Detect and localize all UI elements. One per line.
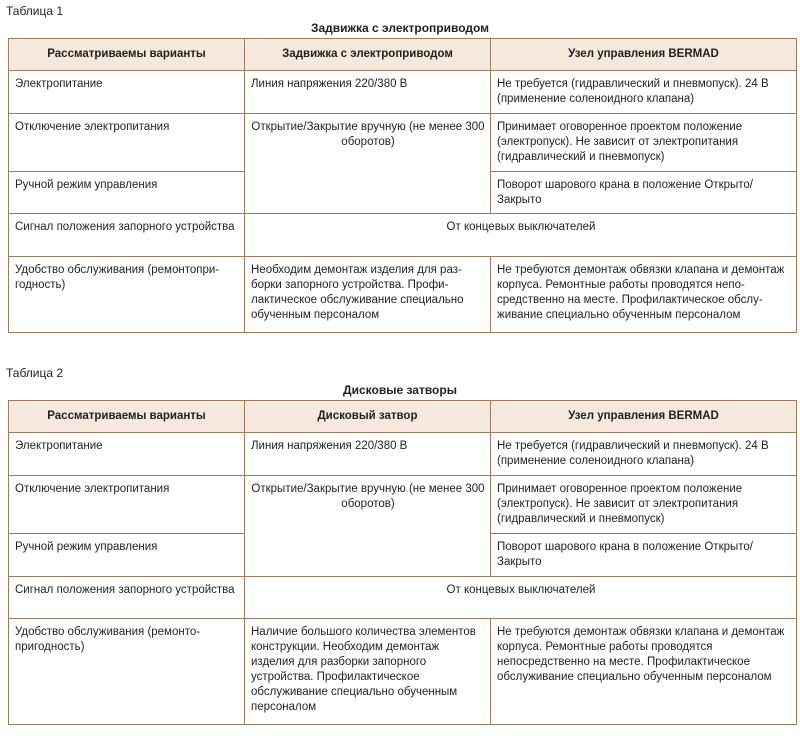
table1-r5-c1: Удобство обслуживания (ремонтопригодность) xyxy=(9,257,245,333)
table2-r1-c2: Линия напряжения 220/380 В xyxy=(245,433,491,476)
table-row xyxy=(9,257,797,333)
table2-r4-merged: От концевых выключателей xyxy=(245,577,797,619)
table2-r5-c2: Наличие большого количества элементов конструкции. Необходим демонтаж изделия для разборки запорного устройства. Профилактическое обслуживание специально обученным персоналом xyxy=(245,619,491,725)
table1-r1-c3: Не требуется (гидравлический и пневмопуск). 24 В (применение соленоидного клапана) xyxy=(491,71,797,114)
table1-r2-c2: Открытие/Закрытие вручную (не менее 300 оборотов) xyxy=(245,114,491,214)
table2-r1-c1: Электропитание xyxy=(9,433,245,476)
table1-r3-c3: Поворот шарового крана в положение Открыто/ Закрыто xyxy=(491,172,797,214)
table2-r5-c1: Удобство обслуживания (ремонтопригодность) xyxy=(9,619,245,725)
table2-header-valve: Дисковый затвор xyxy=(245,401,491,433)
table-row xyxy=(9,114,797,172)
table1-r2-c1: Отключение электропитания xyxy=(9,114,245,172)
table2-r1-c3: Не требуется (гидравлический и пневмопуск). 24 В (применение соленоидного клапана) xyxy=(491,433,797,476)
table1-r4-c1: Сигнал положения запорного устройства xyxy=(9,214,245,257)
table1 xyxy=(8,38,797,333)
table2-r4-c1: Сигнал положения запорного устройства xyxy=(9,577,245,619)
table2-header-variants: Рассматриваемы варианты xyxy=(9,401,245,433)
table1-caption: Таблица 1 xyxy=(6,4,64,18)
table2-r2-c2: Открытие/Закрытие вручную (не менее 300 оборотов) xyxy=(245,476,491,577)
table-row xyxy=(9,619,797,725)
table1-r4-merged: От концевых выключателей xyxy=(245,214,797,257)
table2-r3-c3: Поворот шарового крана в положение Открыто/ Закрыто xyxy=(491,534,797,577)
table-row xyxy=(9,214,797,257)
table2-r2-c3: Принимает оговоренное проектом положение (электропуск). Не зависит от электропитания (гидравлический и пневмопуск) xyxy=(491,476,797,534)
table1-header-row xyxy=(9,39,797,71)
table2-header-row xyxy=(9,401,797,433)
table1-header-bermad: Узел управления BERMAD xyxy=(491,39,797,71)
table-row xyxy=(9,577,797,619)
table2-r5-c3: Не требуются демонтаж обвязки клапана и демонтаж корпуса. Ремонтные работы проводятся непосредственно на месте. Профилактическое обслуживание специально обученным персоналом xyxy=(491,619,797,725)
table1-title: Задвижка с электроприводом xyxy=(310,21,490,35)
table1-r5-c3: Не требуются демонтаж обвязки клапана и демонтаж корпуса. Ремонтные работы проводятся непосредственно на месте. Профилактическое обслуживание специально обученным персоналом xyxy=(491,257,797,333)
table-row xyxy=(9,433,797,476)
table2-r2-c1: Отключение электропитания xyxy=(9,476,245,534)
table2-caption: Таблица 2 xyxy=(6,366,64,380)
table1-r1-c2: Линия напряжения 220/380 В xyxy=(245,71,491,114)
table1-r1-c1: Электропитание xyxy=(9,71,245,114)
table1-header-valve: Задвижка с электроприводом xyxy=(245,39,491,71)
table1-r2-c3: Принимает оговоренное проектом положение (электропуск). Не зависит от электропитания (гидравлический и пневмопуск) xyxy=(491,114,797,172)
table2 xyxy=(8,400,797,725)
table1-r5-c2: Необходим демонтаж изделия для разборки запорного устройства. Профилактическое обслуживание специально обученным персоналом xyxy=(245,257,491,333)
table-row xyxy=(9,71,797,114)
table2-title: Дисковые затворы xyxy=(343,383,457,397)
table1-r3-c1: Ручной режим управления xyxy=(9,172,245,214)
table-row xyxy=(9,476,797,534)
table2-r3-c1: Ручной режим управления xyxy=(9,534,245,577)
table1-header-variants: Рассматриваемы варианты xyxy=(9,39,245,71)
table2-header-bermad: Узел управления BERMAD xyxy=(491,401,797,433)
